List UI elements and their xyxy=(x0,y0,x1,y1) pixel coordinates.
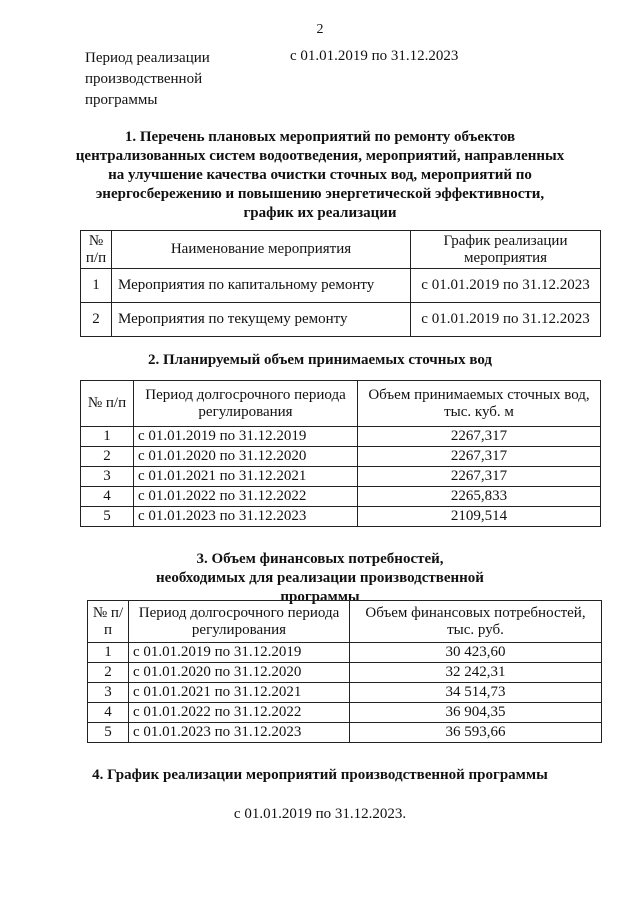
row-period: с 01.01.2023 по 31.12.2023 xyxy=(134,507,358,527)
table-row xyxy=(88,683,602,703)
row-period: с 01.01.2020 по 31.12.2020 xyxy=(129,663,350,683)
row-number: 3 xyxy=(81,467,134,487)
table-row xyxy=(88,723,602,743)
row-finance: 32 242,31 xyxy=(350,663,602,683)
column-header-schedule: График реализации мероприятия xyxy=(411,231,601,269)
row-number: 1 xyxy=(81,269,112,303)
row-volume: 2267,317 xyxy=(358,467,601,487)
row-number: 3 xyxy=(88,683,129,703)
section-3-title: 3. Объем финансовых потребностей, необходимых для реализации производственной программы xyxy=(156,551,484,605)
row-number: 1 xyxy=(88,643,129,663)
row-finance: 36 904,35 xyxy=(350,703,602,723)
row-period: с 01.01.2021 по 31.12.2021 xyxy=(134,467,358,487)
row-number: 2 xyxy=(81,303,112,337)
table-row xyxy=(88,643,602,663)
row-period: с 01.01.2020 по 31.12.2020 xyxy=(134,447,358,467)
row-volume: 2267,317 xyxy=(358,447,601,467)
table-row xyxy=(88,703,602,723)
table-row xyxy=(81,507,601,527)
measure-name: Мероприятия по текущему ремонту xyxy=(112,303,411,337)
column-header-period: Период долгосрочного периода регулирования xyxy=(134,381,358,427)
section-4-dates: с 01.01.2019 по 31.12.2023. xyxy=(233,806,407,822)
measure-schedule: с 01.01.2019 по 31.12.2023 xyxy=(411,303,601,337)
table-header-row xyxy=(81,381,601,427)
row-period: с 01.01.2023 по 31.12.2023 xyxy=(129,723,350,743)
row-period: с 01.01.2019 по 31.12.2019 xyxy=(129,643,350,663)
row-finance: 30 423,60 xyxy=(350,643,602,663)
row-period: с 01.01.2019 по 31.12.2019 xyxy=(134,427,358,447)
table-row xyxy=(81,447,601,467)
table-row xyxy=(81,269,601,303)
row-finance: 34 514,73 xyxy=(350,683,602,703)
table-row xyxy=(81,467,601,487)
table-header-row xyxy=(88,601,602,643)
row-number: 4 xyxy=(81,487,134,507)
section-1-title: 1. Перечень плановых мероприятий по ремонту объектов централизованных систем водоотведения, мероприятий, направленных на улучшение качества очистки сточных вод, мероприятий по энергосбережению и повышению энергетической эффективности, график их реализации xyxy=(75,129,565,221)
row-period: с 01.01.2021 по 31.12.2021 xyxy=(129,683,350,703)
period-label: Период реализации производственной программы xyxy=(85,50,210,108)
row-number: 2 xyxy=(81,447,134,467)
repair-measures-table xyxy=(80,230,601,337)
measure-schedule: с 01.01.2019 по 31.12.2023 xyxy=(411,269,601,303)
row-volume: 2265,833 xyxy=(358,487,601,507)
row-number: 5 xyxy=(88,723,129,743)
row-volume: 2267,317 xyxy=(358,427,601,447)
row-period: с 01.01.2022 по 31.12.2022 xyxy=(129,703,350,723)
row-number: 2 xyxy=(88,663,129,683)
table-row xyxy=(81,303,601,337)
column-header-name: Наименование мероприятия xyxy=(112,231,411,269)
table-header-row xyxy=(81,231,601,269)
section-4-title: 4. График реализации мероприятий производственной программы xyxy=(92,767,548,783)
page-number: 2 xyxy=(316,22,324,37)
row-number: 1 xyxy=(81,427,134,447)
row-number: 5 xyxy=(81,507,134,527)
column-header-number: № п/п xyxy=(81,381,134,427)
column-header-period: Период долгосрочного периода регулирования xyxy=(129,601,350,643)
column-header-volume: Объем принимаемых сточных вод, тыс. куб. м xyxy=(358,381,601,427)
row-volume: 2109,514 xyxy=(358,507,601,527)
row-finance: 36 593,66 xyxy=(350,723,602,743)
section-2-title: 2. Планируемый объем принимаемых сточных вод xyxy=(147,352,493,368)
row-number: 4 xyxy=(88,703,129,723)
column-header-number: № п/п xyxy=(88,601,129,643)
table-row xyxy=(81,487,601,507)
column-header-number: № п/п xyxy=(81,231,112,269)
financial-needs-table xyxy=(87,600,602,743)
table-row xyxy=(81,427,601,447)
column-header-finance: Объем финансовых потребностей, тыс. руб. xyxy=(350,601,602,643)
period-value: с 01.01.2019 по 31.12.2023 xyxy=(290,48,459,64)
row-period: с 01.01.2022 по 31.12.2022 xyxy=(134,487,358,507)
table-row xyxy=(88,663,602,683)
measure-name: Мероприятия по капитальному ремонту xyxy=(112,269,411,303)
wastewater-volume-table xyxy=(80,380,601,527)
